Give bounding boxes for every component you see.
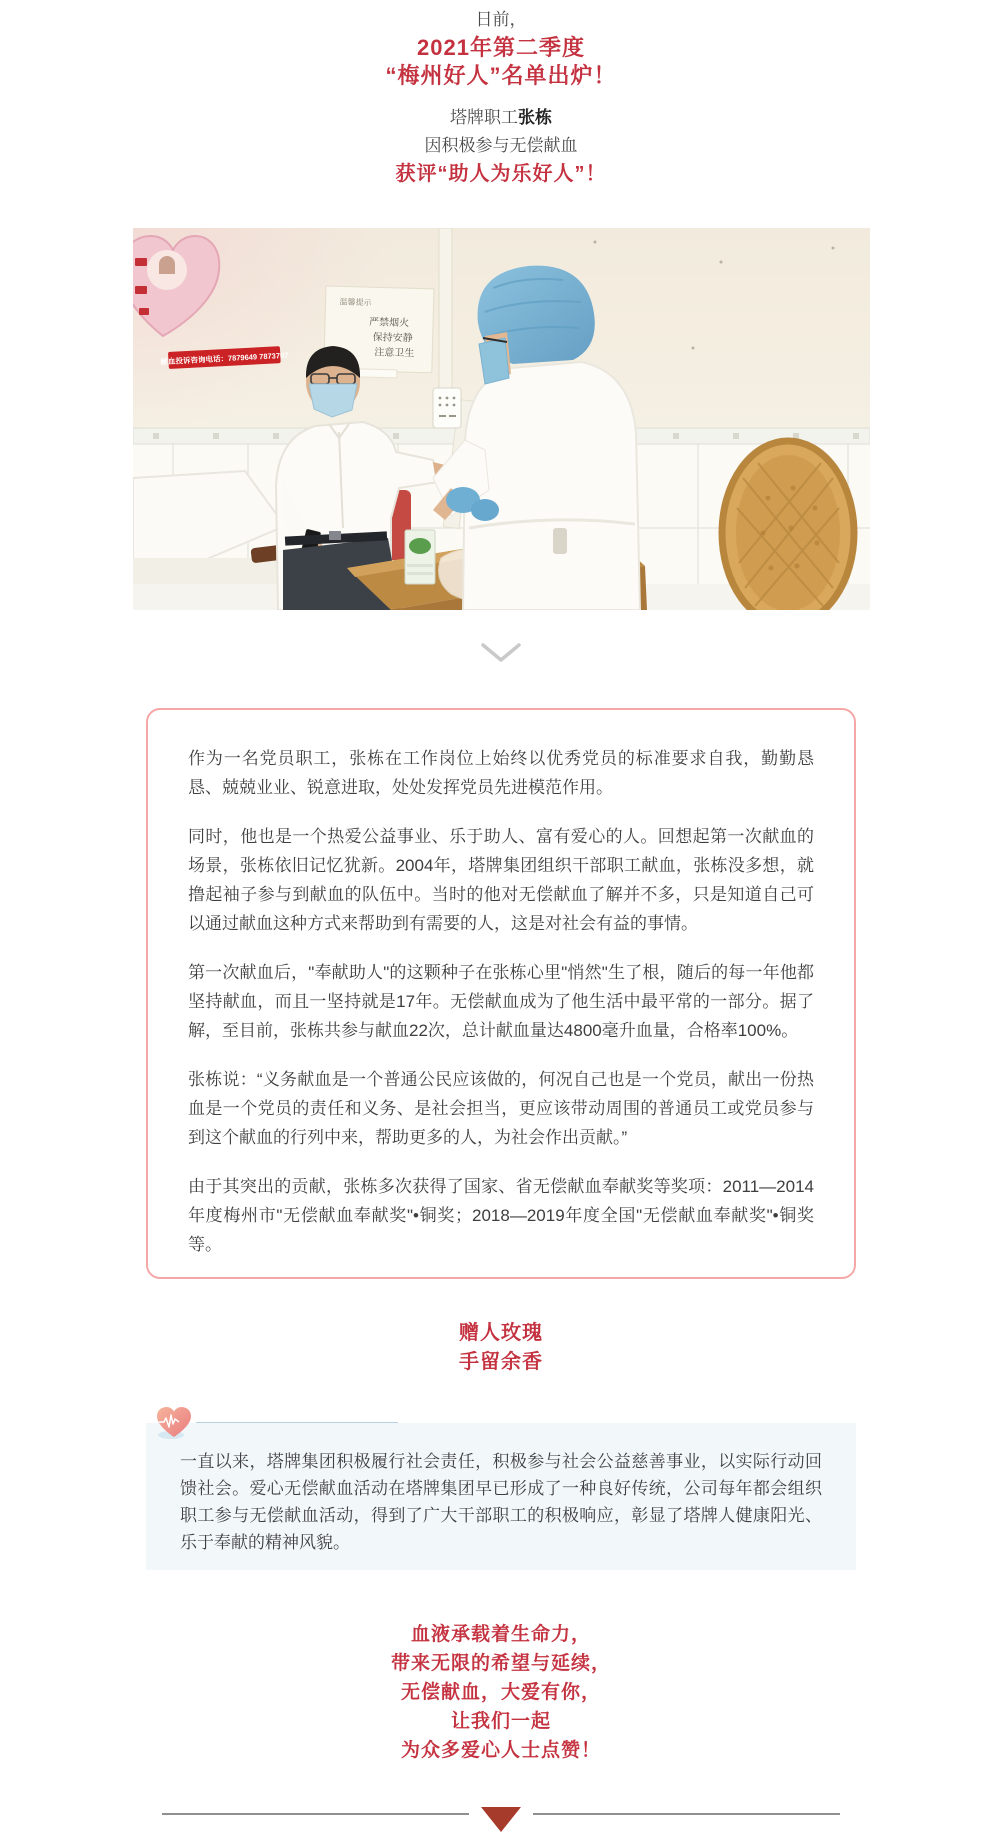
intro-line-5: 因积极参与无偿献血	[424, 136, 578, 155]
intro-line-6: 获评“助人为乐好人”！	[395, 163, 607, 185]
divider-line-right	[533, 1813, 840, 1815]
hotline-banner-text: 献血投诉咨询电话：7879649 7873707	[159, 350, 289, 367]
card-paragraph-5: 由于其突出的贡献，张栋多次获得了国家、省无偿献血奉献奖等奖项：2011—2014年度梅州市"无偿献血奉献奖"•铜奖；2018—2019年度全国"无偿献血奉献奖"•铜奖等。	[188, 1177, 814, 1254]
nurse-mask	[479, 338, 509, 384]
heartbeat-heart-icon	[156, 1406, 192, 1440]
closing-line-5: 为众多爱心人士点赞！	[400, 1740, 601, 1761]
intro-line-2: 2021年第二季度	[417, 35, 585, 60]
scroll-down-indicator	[480, 642, 522, 664]
card-paragraph-1: 作为一名党员职工，张栋在工作岗位上始终以优秀党员的标准要求自我，勤勤恳恳、兢兢业业、锐意进取，处处发挥党员先进模范作用。	[188, 749, 814, 797]
nurse-glove-2	[471, 499, 499, 521]
triangle-down-icon	[481, 1807, 521, 1832]
intro-line-1: 日前，	[475, 10, 527, 29]
nurse-pocket	[553, 528, 567, 554]
slogan-section	[0, 1319, 1002, 1377]
card-paragraph-4: 张栋说：“义务献血是一个普通公民应该做的，何况自己也是一个党员，献出一份热血是一个党员的责任和义务、是社会担当，更应该带动周围的普通员工或党员参与到这个献血的行列中来，帮助更多的人，为社会作出贡献。”	[188, 1070, 814, 1147]
person-name: 张栋	[518, 108, 552, 127]
notice-line-1: 严禁烟火	[368, 317, 409, 330]
company-panel	[146, 1423, 856, 1570]
company-panel-section	[146, 1423, 856, 1570]
notice-line-2: 保持安静	[372, 332, 413, 345]
divider-line-left	[162, 1813, 469, 1815]
card-paragraph-3: 第一次献血后，"奉献助人"的这颗种子在张栋心里"悄然"生了根，随后的每一年他都坚持献血，而且一坚持就是17年。无偿献血成为了他生活中最平常的一部分。据了解，至目前，张栋共参与献血22次，总计献血量达4800毫升血量，合格率100%。	[188, 963, 814, 1040]
closing-line-4: 让我们一起	[450, 1711, 551, 1732]
intro-line-4-prefix: 塔牌职工	[450, 108, 518, 127]
notice-line-3: 注意卫生	[373, 347, 414, 360]
card-paragraph-2: 同时，他也是一个热爱公益事业、乐于助人、富有爱心的人。回想起第一次献血的场景，张栋依旧记忆犹新。2004年，塔牌集团组织干部职工献血，张栋没多想，就撸起袖子参与到献血的队伍中。当时的他对无偿献血了解并不多，只是知道自己可以通过献血这种方式来帮助到有需要的人，这是对社会有益的事情。	[188, 827, 814, 933]
intro-line-4	[0, 104, 1002, 132]
article-card	[146, 708, 856, 1279]
chevron-down-icon	[480, 642, 522, 664]
closing-line-2: 带来无限的希望与延续，	[390, 1653, 611, 1674]
company-panel-text: 一直以来，塔牌集团积极履行社会责任，积极参与社会公益慈善事业，以实际行动回馈社会。爱心无偿献血活动在塔牌集团早已形成了一种良好传统，公司每年都会组织职工参与无偿献血活动，得到了广大干部职工的积极响应，彰显了塔牌人健康阳光、乐于奉献的精神风貌。	[180, 1452, 822, 1552]
blood-donation-photo	[133, 228, 870, 610]
juice-box	[405, 530, 435, 584]
notice-title: 温馨提示	[338, 297, 372, 308]
bottom-divider	[162, 1807, 840, 1833]
closing-line-3: 无偿献血，大爱有你，	[400, 1682, 601, 1703]
intro-section	[0, 6, 1002, 188]
closing-section	[0, 1620, 1002, 1765]
slogan-line-1: 赠人玫瑰	[459, 1322, 543, 1344]
closing-line-1: 血液承载着生命力，	[410, 1624, 591, 1645]
article-photo[interactable]	[133, 228, 870, 610]
panel-top-line	[196, 1422, 398, 1423]
slogan-line-2: 手留余香	[459, 1351, 543, 1373]
power-outlet	[433, 388, 461, 428]
nurse-scrubs	[463, 362, 640, 610]
intro-gap	[0, 90, 1002, 104]
rattan-chair	[722, 441, 854, 610]
intro-line-3: “梅州好人”名单出炉！	[385, 63, 617, 88]
